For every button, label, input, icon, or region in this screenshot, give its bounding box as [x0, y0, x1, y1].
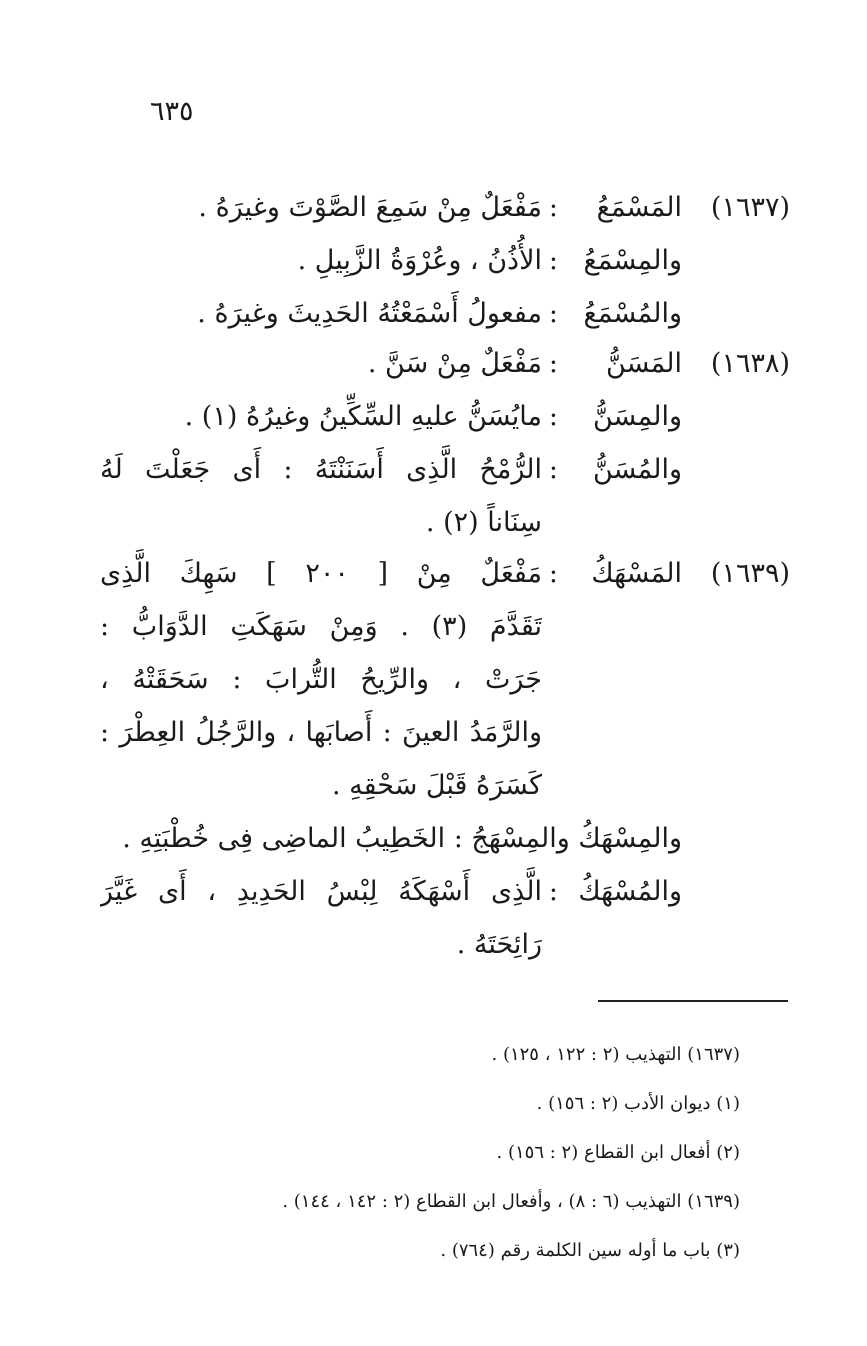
- separator: :: [548, 558, 558, 589]
- footnote: (١) ديوان الأدب (٢ : ١٥٦) .: [536, 1093, 740, 1114]
- entry-term: والمِسْمَعُ: [583, 245, 682, 276]
- footnote: (٢) أفعال ابن القطاع (٢ : ١٥٦) .: [496, 1142, 740, 1163]
- footnotes: [100, 1030, 740, 1275]
- footnote: (١٦٣٩) التهذيب (٦ : ٨) ، وأفعال ابن القطاع (٢ : ١٤٢ ، ١٤٤) .: [282, 1191, 740, 1212]
- entry-line: [100, 234, 790, 287]
- entry-term: المَسْمَعُ: [596, 192, 682, 223]
- entry-definition: مَفْعَلٌ مِنْ سَمِعَ الصَّوْتَ وغيرَهُ .: [198, 192, 542, 223]
- definition-continuation: جَرَتْ ، والرِّيحُ التُّرابَ : سَحَقَتْهُ ،: [100, 664, 542, 695]
- definition-continuation: كَسَرَهُ قَبْلَ سَحْقِهِ .: [331, 770, 542, 801]
- footnote-divider: [598, 1000, 788, 1002]
- entry-term: والمُسَنُّ: [592, 454, 682, 485]
- separator: :: [548, 298, 558, 329]
- footnote: (٣) باب ما أوله سين الكلمة رقم (٧٦٤) .: [440, 1240, 740, 1261]
- separator: :: [548, 876, 558, 907]
- entry-definition: مفعولُ أَسْمَعْتُهُ الحَدِيثَ وغيرَهُ .: [197, 298, 542, 329]
- separator: :: [548, 192, 558, 223]
- entry-term: المَسَنُّ: [606, 348, 682, 379]
- definition-continuation: تَقَدَّمَ (٣) . وَمِنْ سَهَكَتِ الدَّوَابُّ :: [100, 611, 542, 642]
- entry-number: (١٦٣٨): [710, 348, 790, 379]
- entry-term: والمُسْهَكُ: [578, 876, 682, 907]
- entry-line: [100, 181, 790, 234]
- entry-1637: [100, 181, 790, 340]
- entry-term: المَسْهَكُ: [591, 558, 682, 589]
- entry-definition: الرُّمْحُ الَّذِى أَسَنَنْتَهُ : أَى جَعَلْتَ لَهُ: [100, 454, 542, 485]
- separator: :: [548, 401, 558, 432]
- separator: :: [548, 245, 558, 276]
- entry-line: [100, 547, 790, 600]
- separator: :: [548, 454, 558, 485]
- entry-line: [100, 287, 790, 340]
- definition-continuation: والرَّمَدُ العينَ : أَصابَها ، والرَّجُلُ العِطْرَ :: [100, 717, 542, 748]
- page-number: ٦٣٥: [150, 96, 194, 127]
- footnote: (١٦٣٧) التهذيب (٢ : ١٢٢ ، ١٢٥) .: [491, 1044, 740, 1065]
- entry-definition: مايُسَنُّ عليهِ السِّكِّينُ وغيرُهُ (١) .: [184, 401, 542, 432]
- entry-line: [100, 337, 790, 390]
- entry-definition: مَفْعَلٌ مِنْ [ ٢٠٠ ] سَهِكَ الَّذِى: [100, 558, 542, 589]
- entry-number: (١٦٣٧): [710, 192, 790, 223]
- entry-1638: [100, 337, 790, 549]
- separator: :: [548, 348, 558, 379]
- entry-line: والمِسْهَكُ والمِسْهَجُ : الخَطِيبُ الماضِى فِى خُطْبَتِهِ .: [122, 823, 682, 854]
- entry-line: [100, 390, 790, 443]
- definition-continuation: سِنَاناً (٢) .: [425, 507, 542, 538]
- entry-number: (١٦٣٩): [710, 558, 790, 589]
- entry-definition: الأُذُنُ ، وعُرْوَةُ الزَّبِيلِ .: [297, 245, 542, 276]
- entry-term: والمُسْمَعُ: [583, 298, 682, 329]
- entry-definition: الَّذِى أَسْهَكَهُ لِبْسُ الحَدِيدِ ، أَى غَيَّرَ: [100, 876, 542, 907]
- entry-line: [100, 865, 790, 918]
- entry-term: والمِسَنُّ: [592, 401, 682, 432]
- entry-line: [100, 443, 790, 496]
- definition-continuation: رَائِحَتَهُ .: [456, 929, 542, 960]
- entry-1639: [100, 547, 790, 971]
- entry-definition: مَفْعَلٌ مِنْ سَنَّ .: [367, 348, 542, 379]
